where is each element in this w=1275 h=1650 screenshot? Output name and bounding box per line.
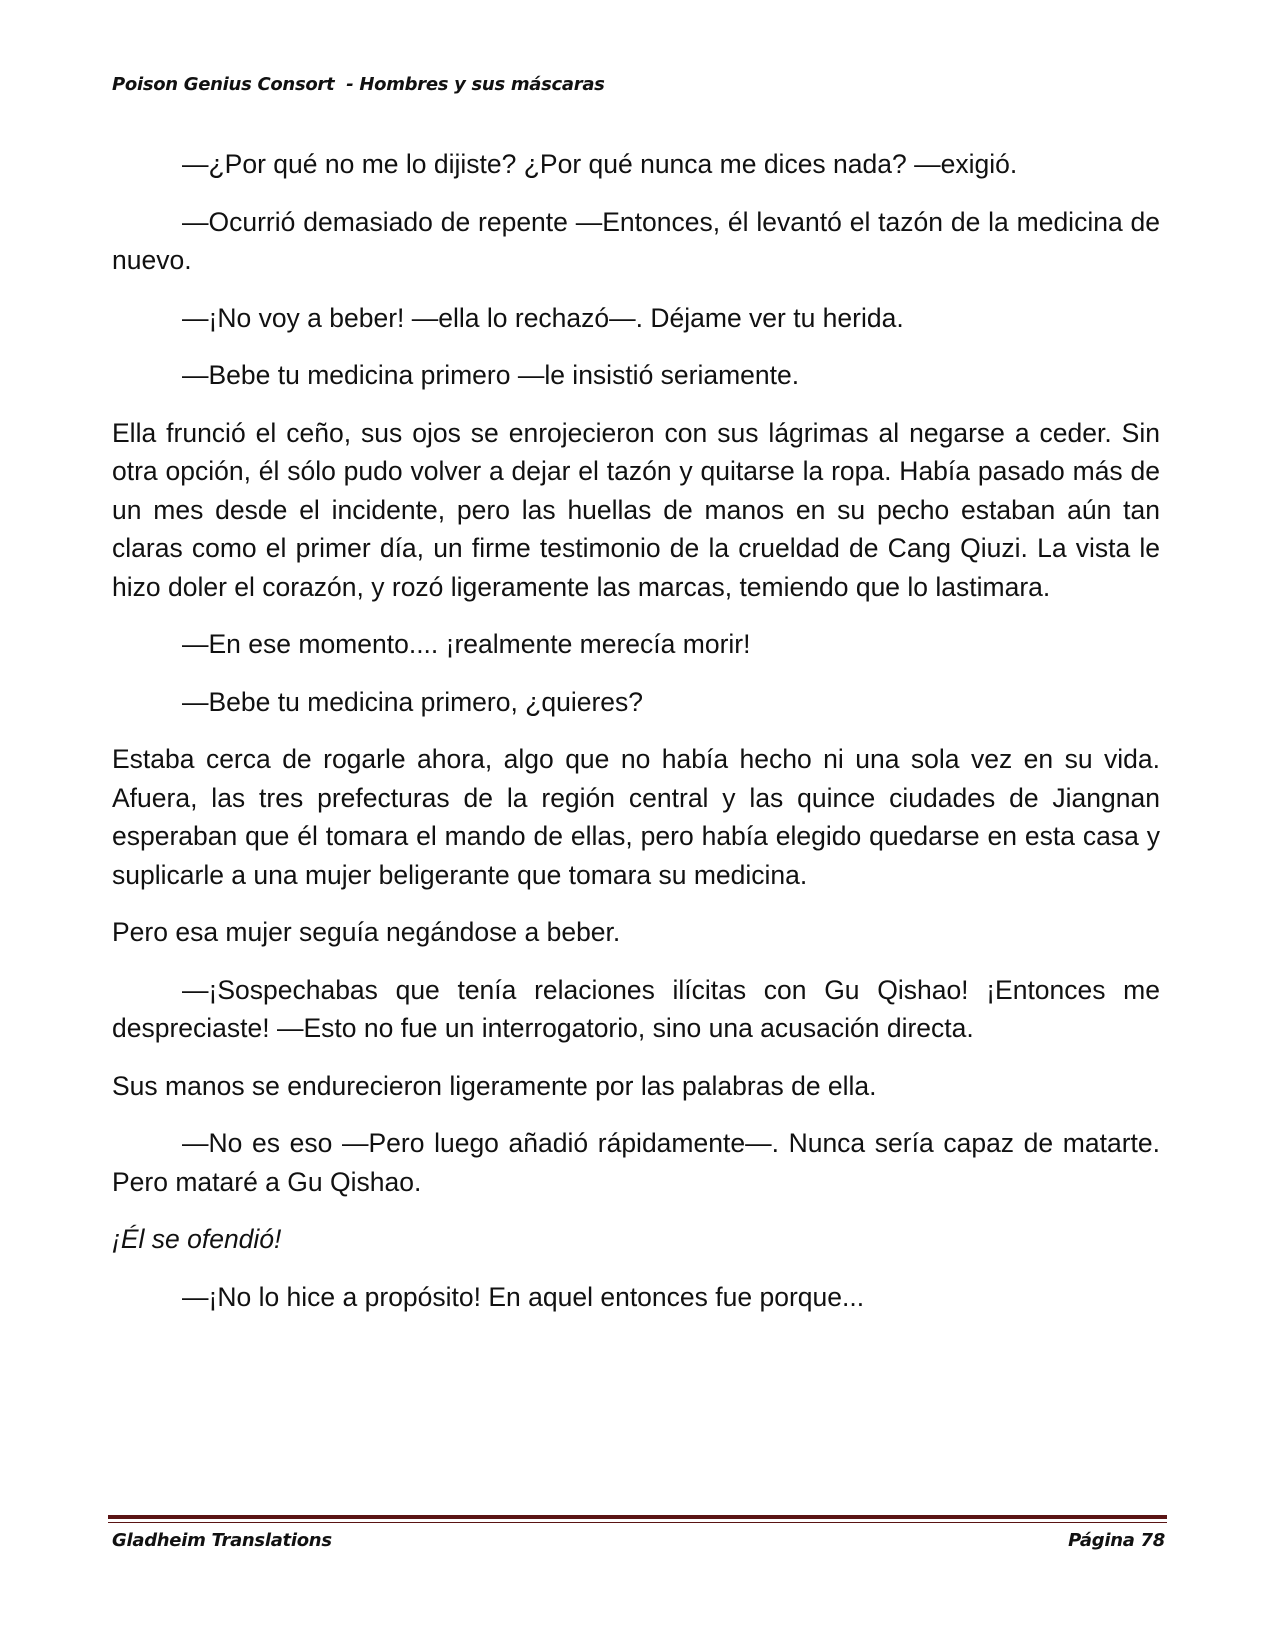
paragraph: Estaba cerca de rogarle ahora, algo que no había hecho ni una sola vez en su vida. Afuera, las tres prefecturas de la región central y las quince ciudades de Jiangnan esperaban que él tomara el mando de ellas, pero había elegido quedarse en esta casa y suplicarle a una mujer beligerante que tomara su medicina. (112, 744, 1160, 890)
paragraph: —No es eso —Pero luego añadió rápidamente—. Nunca sería capaz de matarte. Pero mataré a Gu Qishao. (112, 1128, 1160, 1197)
paragraph: Sus manos se endurecieron ligeramente por las palabras de ella. (112, 1070, 877, 1101)
running-header: Poison Genius Consort - Hombres y sus máscaras (112, 74, 605, 95)
footer-page-number: Página 78 (1068, 1530, 1165, 1551)
footer-translator: Gladheim Translations (112, 1530, 332, 1551)
footer-rule (108, 1515, 1167, 1519)
paragraph: —¡No lo hice a propósito! En aquel entonces fue porque... (182, 1281, 865, 1312)
paragraph: —Bebe tu medicina primero, ¿quieres? (182, 686, 644, 717)
paragraph: —¡Sospechabas que tenía relaciones ilícitas con Gu Qishao! ¡Entonces me despreciaste! —Esto no fue un interrogatorio, sino una acusación directa. (112, 974, 1160, 1043)
page-body (112, 145, 1160, 1335)
paragraph: —¿Por qué no me lo dijiste? ¿Por qué nunca me dices nada? —exigió. (182, 149, 1018, 179)
paragraph: —Bebe tu medicina primero —le insistió seriamente. (182, 360, 800, 390)
paragraph: ¡Él se ofendió! (112, 1224, 282, 1254)
footer-rule-thin (108, 1522, 1167, 1523)
paragraph: Pero esa mujer seguía negándose a beber. (112, 917, 621, 947)
paragraph: —¡No voy a beber! —ella lo rechazó—. Déjame ver tu herida. (182, 302, 904, 333)
paragraph: —En ese momento.... ¡realmente merecía morir! (182, 629, 751, 659)
paragraph: Ella frunció el ceño, sus ojos se enrojecieron con sus lágrimas al negarse a ceder. Sin otra opción, él sólo pudo volver a dejar el tazón y quitarse la ropa. Había pasado más de un mes desde el incidente, pero las huellas de manos en su pecho estaban aún tan claras como el primer día, un firme testimonio de la crueldad de Cang Qiuzi. La vista le hizo doler el corazón, y rozó ligeramente las marcas, temiendo que lo lastimara. (112, 417, 1160, 602)
paragraph: —Ocurrió demasiado de repente —Entonces, él levantó el tazón de la medicina de nuevo. (112, 206, 1160, 275)
